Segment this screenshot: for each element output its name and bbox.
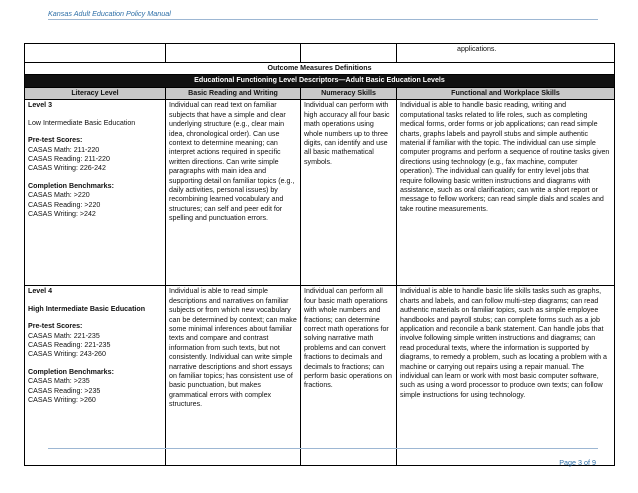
continued-cell-empty-1 — [25, 44, 166, 63]
document-header-title: Kansas Adult Education Policy Manual — [48, 9, 171, 18]
pretest-math: CASAS Math: 211-220 — [28, 145, 100, 154]
pretest-reading: CASAS Reading: 211-220 — [28, 154, 110, 163]
level-name: Level 4 — [28, 287, 53, 296]
pretest-math: CASAS Math: 221-235 — [28, 331, 100, 340]
outcome-measures-table — [24, 43, 615, 466]
section-subtitle: Educational Functioning Level Descriptors—Adult Basic Education Levels — [25, 75, 615, 87]
level-name: Level 3 — [28, 101, 53, 110]
level-3-functional-cell: Individual is able to handle basic reading, writing and computational tasks related to life roles, such as completing medical forms, order forms or job applications; can read simple charts, graphs labels and payroll stubs and simple authentic material if familiar with the topic. The individual can use simple computer programs and perform a sequence of routine tasks given directions using technology (e.g., fax machine, computer operation). The individual can qualify for entry level jobs that require following basic written instructions and diagrams with assistance, such as oral clarification; can write a short report or message to fellow workers; can read simple dials and scales and take routine measurements. — [397, 100, 615, 286]
column-header-functional: Functional and Workplace Skills — [397, 87, 615, 99]
level-4-reading-cell: Individual is able to read simple descriptions and narratives on familiar subjects or from which new vocabulary can be determined by context; can make some minimal inferences about familiar texts and compare and contrast information from such texts, but not consistently. Individual can write simple narrative descriptions and short essays on familiar topics; has consistent use of basic punctuation, but makes grammatical errors with complex structures. — [166, 286, 301, 466]
column-header-numeracy: Numeracy Skills — [301, 87, 397, 99]
subtitle-row — [25, 75, 615, 87]
column-header-row — [25, 87, 615, 99]
level-3-numeracy-cell: Individual can perform with high accuracy all four basic math operations using whole numbers up to three digits, can identify and use all basic mathematical symbols. — [301, 100, 397, 286]
level-title: Low Intermediate Basic Education — [28, 118, 136, 127]
benchmark-writing: CASAS Writing: >260 — [28, 396, 96, 405]
level-4-literacy-cell — [25, 286, 166, 466]
benchmark-math: CASAS Math: >235 — [28, 377, 90, 386]
section-title: Outcome Measures Definitions — [25, 63, 615, 75]
level-3-row — [25, 100, 615, 286]
level-4-numeracy-cell: Individual can perform all four basic math operations with whole numbers and fractions; can determine correct math operations for solving narrative math problems and can convert fractions to decimals and decimals to fractions; can perform basic operations on fractions. — [301, 286, 397, 466]
level-title: High Intermediate Basic Education — [28, 304, 146, 313]
level-3-reading-cell: Individual can read text on familiar subjects that have a simple and clear underlying structure (e.g., clear main idea, chronological order). Can use context to determine meaning; can interpret actions required in specific written directions. Can write simple paragraphs with main idea and supporting detail on familiar topics (e.g., daily activities, personal issues) by recombining learned vocabulary and structures; can self and peer edit for spelling and punctuation errors. — [166, 100, 301, 286]
pretest-label: Pre-test Scores: — [28, 136, 83, 145]
pretest-label: Pre-test Scores: — [28, 322, 83, 331]
level-4-functional-cell: Individual is able to handle basic life skills tasks such as graphs, charts and labels, and can follow multi-step diagrams; can read authentic materials on familiar topics, such as simple employee handbooks and payroll stubs; can complete forms such as a job application and reconcile a bank statement. Can handle jobs that involve following simple written instructions and diagrams; can read procedural texts, where the information is supported by diagrams, to remedy a problem, such as locating a problem with a machine or carrying out repairs using a repair manual. The individual can learn or work with most basic computer software, such as using a word processor to produce own texts; can follow simple instructions for using technology. — [397, 286, 615, 466]
pretest-reading: CASAS Reading: 221-235 — [28, 340, 111, 349]
benchmark-writing: CASAS Writing: >242 — [28, 210, 96, 219]
page-number: Page 3 of 9 — [559, 458, 596, 467]
continued-cell-empty-3 — [301, 44, 397, 63]
continued-row — [25, 44, 615, 63]
footer-divider — [48, 448, 598, 449]
column-header-literacy: Literacy Level — [25, 87, 166, 99]
header-divider — [48, 19, 598, 20]
level-3-literacy-cell — [25, 100, 166, 286]
section-title-row — [25, 63, 615, 75]
benchmark-math: CASAS Math: >220 — [28, 191, 90, 200]
benchmark-label: Completion Benchmarks: — [28, 367, 114, 376]
benchmark-reading: CASAS Reading: >220 — [28, 200, 101, 209]
benchmark-reading: CASAS Reading: >235 — [28, 386, 101, 395]
column-header-reading: Basic Reading and Writing — [166, 87, 301, 99]
pretest-writing: CASAS Writing: 243-260 — [28, 350, 106, 359]
pretest-writing: CASAS Writing: 226-242 — [28, 164, 106, 173]
continued-cell-empty-2 — [166, 44, 301, 63]
benchmark-label: Completion Benchmarks: — [28, 181, 114, 190]
continued-cell-text: applications. — [397, 44, 615, 63]
level-4-row — [25, 286, 615, 466]
